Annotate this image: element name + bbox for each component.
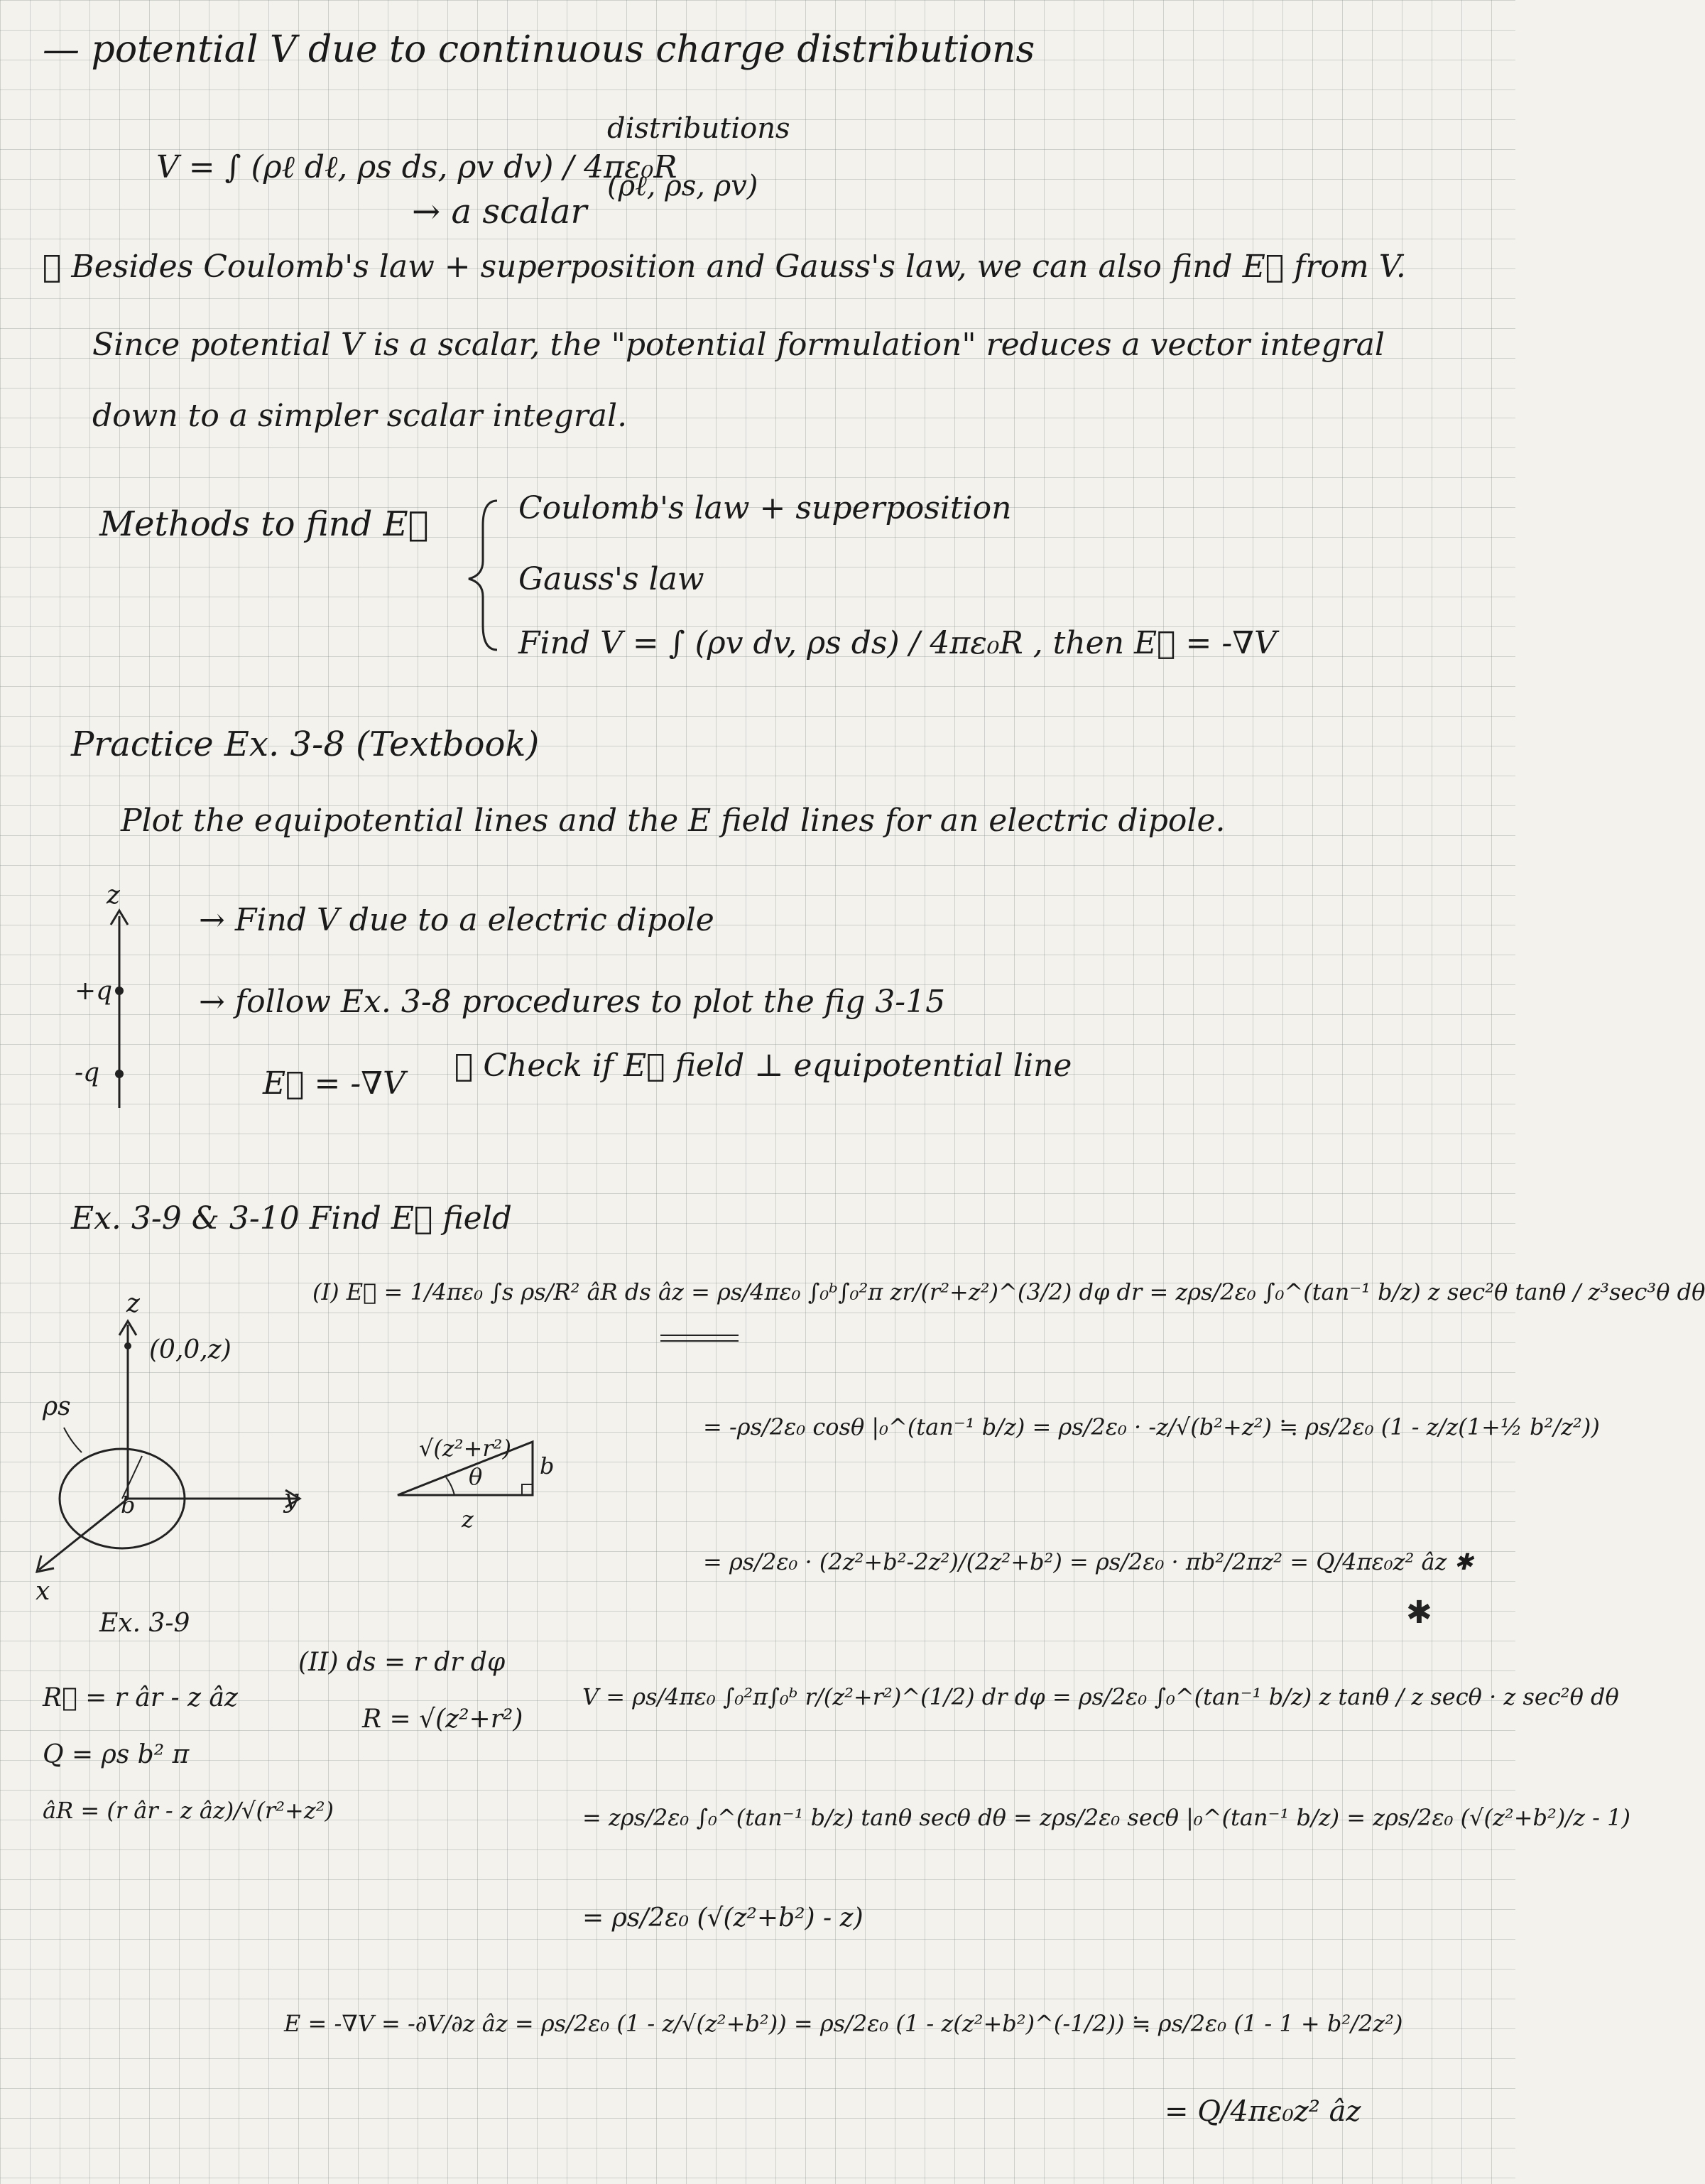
distributions-list: (ρℓ, ρs, ρv) [607,170,758,202]
ex-title: Ex. 3-9 & 3-10 Find E⃗ field [71,1200,512,1237]
triangle-angle: θ [469,1463,483,1490]
ex39-aR: âR = (r âr - z âz)/√(r²+z²) [43,1797,334,1824]
dipole-minus-charge [115,1070,124,1078]
part2-line1: V = ρs/4πε₀ ∫₀²π∫₀ᵇ r/(z²+r²)^(1/2) dr dφ = ρs/2ε₀ ∫₀^(tan⁻¹ b/z) z tanθ / z secθ · z sec²θ dθ [582,1683,1619,1710]
dipole-figure [111,911,128,1108]
distributions-label: distributions [607,112,790,145]
item5-line2: Since potential V is a scalar, the "potential formulation" reduces a vector integral [92,327,1385,363]
triangle-hyp: √(z²+r²) [419,1435,511,1462]
part1-line3: = ρs/2ε₀ · (2z²+b²-2z²)/(2z²+b²) = ρs/2ε₀ · πb²/2πz² = Q/4πε₀z² âz ✱ [703,1548,1474,1575]
method-1: Coulomb's law + superposition [518,490,1012,526]
part2-ds: (II) ds = r dr dφ [298,1648,506,1677]
methods-label: Methods to find E⃗ [99,504,429,544]
v-formula: V = ∫ (ρℓ dℓ, ρs ds, ρv dv) / 4πε₀R [156,149,677,185]
method-2: Gauss's law [518,561,704,597]
triangle-right-angle [522,1484,533,1495]
dipole-plus-charge [115,987,124,995]
practice-desc: Plot the equipotential lines and the E field lines for an electric dipole. [121,803,1226,839]
dipole-minus-label: -q [75,1058,100,1087]
triangle-b: b [540,1452,555,1479]
coordinate-figure [37,1321,300,1572]
step-1: → Find V due to a electric dipole [199,902,714,938]
part1-line1: (I) E⃗ = 1/4πε₀ ∫s ρs/R² âR ds âz = ρs/4πε₀ ∫₀ᵇ∫₀²π zr/(r²+z²)^(3/2) dφ dr = zρs/2ε₀ ∫₀^(tan⁻¹ b/z) z sec²θ tanθ / z³sec³θ dθ [312,1278,1705,1305]
ex39-Q: Q = ρs b² π [43,1740,190,1769]
dipole-z-label: z [107,881,120,910]
item5-line1: ⑤ Besides Coulomb's law + superposition and Gauss's law, we can also find E⃗ from V. [43,249,1406,285]
part1-line2: = -ρs/2ε₀ cosθ |₀^(tan⁻¹ b/z) = ρs/2ε₀ · -z/√(b²+z²) ≒ ρs/2ε₀ (1 - z/z(1+½ b²/z²)) [703,1413,1600,1440]
dipole-plus-label: +q [75,977,113,1006]
methods-brace [469,501,497,650]
practice-title: Practice Ex. 3-8 (Textbook) [71,724,540,764]
check-note: ✱ Check if E⃗ field ⊥ equipotential line [454,1048,1072,1084]
ex39-R: R⃗ = r âr - z âz [43,1683,238,1712]
rho-s-label: ρs [43,1392,71,1421]
e-grad: E⃗ = -∇V [263,1065,405,1102]
axis-z-label: z [126,1289,140,1318]
header-line: — potential V due to continuous charge distributions [43,28,1035,71]
rho-pointer [64,1428,82,1452]
e-final-line1: E = -∇V = -∂V/∂z âz = ρs/2ε₀ (1 - z/√(z²+b²)) = ρs/2ε₀ (1 - z(z²+b²)^(-1/2)) ≒ ρs/2ε₀ (1 - 1 + b²/2z²) [284,2010,1403,2037]
disk-radius [122,1456,142,1499]
disk-b-label: b [121,1492,136,1519]
axis-x-label: x [36,1577,50,1606]
star-mark: ✱ [1406,1594,1432,1631]
x-axis [39,1499,128,1570]
part2-line3: = ρs/2ε₀ (√(z²+b²) - z) [582,1903,864,1933]
axis-y-label: y [284,1484,299,1514]
e-final-line2: = Q/4πε₀z² âz [1165,2095,1361,2128]
triangle-figure [398,1442,533,1495]
method-3: Find V = ∫ (ρv dv, ρs ds) / 4πε₀R , then E⃗ = -∇V [518,625,1277,661]
step-2: → follow Ex. 3-8 procedures to plot the fig 3-15 [199,984,946,1020]
ex39-title: Ex. 3-9 [99,1609,190,1638]
item5-line3: down to a simpler scalar integral. [92,398,628,434]
triangle-angle-arc [446,1477,454,1495]
point-label: (0,0,z) [149,1335,231,1364]
arrow-scalar-text: → a scalar [412,192,587,232]
part2-line2: = zρs/2ε₀ ∫₀^(tan⁻¹ b/z) tanθ secθ dθ = zρs/2ε₀ secθ |₀^(tan⁻¹ b/z) = zρs/2ε₀ (√(z²+b²)/z - 1) [582,1804,1630,1831]
field-point [124,1342,131,1349]
triangle [398,1442,533,1495]
triangle-z: z [462,1506,474,1533]
part2-R: R = √(z²+r²) [362,1705,523,1734]
